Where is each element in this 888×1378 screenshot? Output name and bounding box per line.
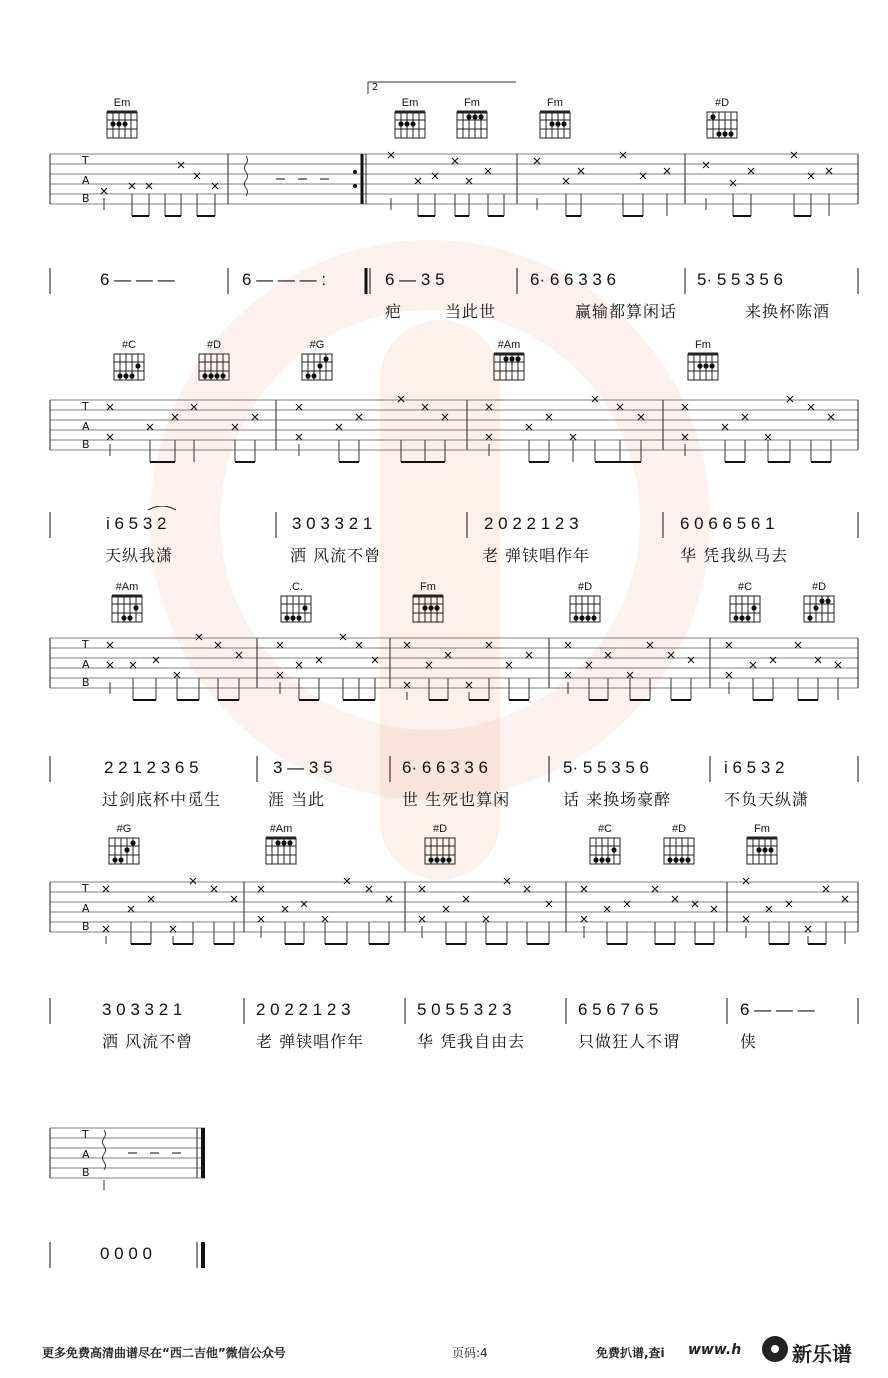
measure-notes: i 6 5 3 2 [106, 514, 167, 533]
lyric: 老 弹铗唱作年 [256, 1032, 365, 1051]
measure-notes: i 6 5 3 2 [724, 758, 785, 777]
lyric: 华 凭我纵马去 [680, 546, 789, 565]
chord-diagram [108, 580, 146, 624]
measure-notes: 2 0 2 2 1 2 3 [256, 1000, 351, 1019]
chord-diagram [105, 822, 143, 866]
barlines [0, 506, 888, 546]
lyrics-row [0, 787, 888, 811]
svg-text:B: B [82, 920, 90, 933]
measure-notes: 6 — 3 5 [385, 270, 445, 289]
footer-service: 免费扒谱,查i [596, 1346, 665, 1360]
lyric: 不负天纵潇 [724, 790, 810, 809]
lyric: 赢输都算闲话 [575, 302, 678, 321]
svg-text:A: A [82, 1148, 90, 1161]
page-number: 页码:4 [452, 1346, 488, 1360]
lyric: 当此世 [445, 302, 497, 321]
measure-notes: 5· 5 5 3 5 6 [697, 270, 784, 289]
barlines [0, 992, 888, 1032]
chord-diagram [103, 96, 141, 140]
measure-notes: 6 0 6 6 5 6 1 [680, 514, 775, 533]
chord-diagram [684, 338, 722, 382]
barlines [0, 1236, 888, 1276]
lyric: 只做狂人不谓 [578, 1032, 681, 1051]
chord-name: #Am [497, 339, 521, 351]
lyrics-row [0, 543, 888, 567]
svg-text:A: A [82, 658, 90, 671]
chord-diagram [586, 822, 624, 866]
chord-name: #D [811, 581, 827, 593]
lyric: 华 凭我自由去 [417, 1032, 526, 1051]
chord-diagram [195, 338, 233, 382]
measure-notes: 2 2 1 2 3 6 5 [104, 758, 199, 777]
chord-name: Fm [420, 581, 436, 593]
barlines [0, 750, 888, 790]
tab-staff [0, 878, 888, 948]
record-logo-icon [762, 1336, 788, 1362]
footer-url[interactable]: www.h [688, 1342, 742, 1358]
tab-staff [0, 396, 888, 466]
chord-name: #D [432, 823, 448, 835]
lyric: 涯 当此 [268, 790, 326, 809]
lyric: 老 弹铗唱作年 [482, 546, 591, 565]
volta-label: 2 [372, 82, 379, 93]
svg-text:A: A [82, 420, 90, 433]
svg-text:B: B [82, 192, 90, 205]
measure-notes: 3 0 3 3 2 1 [292, 514, 373, 533]
lyric: 过剑底杯中觅生 [102, 790, 222, 809]
chord-name: #C [597, 823, 613, 835]
chord-diagram [262, 822, 300, 866]
svg-text:B: B [82, 676, 90, 689]
lyrics-row [0, 299, 888, 323]
svg-text:T: T [82, 400, 89, 413]
svg-text:T: T [82, 1128, 89, 1141]
lyrics-row [0, 1029, 888, 1053]
chord-diagram [110, 338, 148, 382]
footer-promo: 更多免费高清曲谱尽在“西二吉他”微信公众号 [42, 1346, 286, 1360]
chord-diagram [391, 96, 429, 140]
chord-name: Fm [464, 97, 480, 109]
measure-notes: 3 — 3 5 [273, 758, 333, 777]
measure-notes: 5· 5 5 3 5 6 [563, 758, 650, 777]
chord-diagram [743, 822, 781, 866]
chord-name: Em [401, 97, 419, 109]
chord-name: #D [577, 581, 593, 593]
chord-diagram [409, 580, 447, 624]
chord-diagram [490, 338, 528, 382]
chord-diagram [536, 96, 574, 140]
lyric: 侠 [740, 1032, 758, 1051]
chord-name: #D [671, 823, 687, 835]
lyric: 世 生死也算闲 [402, 790, 511, 809]
chord-diagram [800, 580, 838, 624]
lyric: 疤 [385, 302, 403, 321]
svg-text:T: T [82, 638, 89, 651]
measure-notes: 0 0 0 0 [100, 1244, 152, 1263]
chord-name: #Am [269, 823, 293, 835]
measure-notes: 2 0 2 2 1 2 3 [484, 514, 579, 533]
lyric: 洒 风流不曾 [102, 1032, 194, 1051]
chord-diagram [566, 580, 604, 624]
measure-notes: 6· 6 6 3 3 6 [402, 758, 489, 777]
chord-name: #G [116, 823, 132, 835]
measure-notes: 5 0 5 5 3 2 3 [417, 1000, 512, 1019]
svg-text:A: A [82, 174, 90, 187]
chord-name: Fm [547, 97, 563, 109]
measure-notes: 6 — — — : [242, 270, 327, 289]
barlines [0, 262, 888, 302]
tab-staff [0, 634, 888, 704]
measure-notes: 3 0 3 3 2 1 [102, 1000, 183, 1019]
measure-notes: 6 — — — [100, 270, 175, 289]
svg-text:T: T [82, 882, 89, 895]
chord-name: Fm [754, 823, 770, 835]
svg-text:B: B [82, 1166, 90, 1179]
chord-diagram [421, 822, 459, 866]
tab-staff [0, 150, 888, 220]
chord-name: #G [309, 339, 325, 351]
chord-diagram [453, 96, 491, 140]
chord-name: Fm [695, 339, 711, 351]
lyric: 天纵我潇 [105, 546, 174, 565]
tab-staff [0, 1124, 888, 1194]
chord-name: #D [714, 97, 730, 109]
lyric: 话 来换场豪醉 [563, 790, 672, 809]
lyric: 洒 风流不曾 [290, 546, 382, 565]
chord-diagram [277, 580, 315, 624]
chord-name: #C [121, 339, 137, 351]
measure-notes: 6 — — — [740, 1000, 815, 1019]
volta-bracket [366, 80, 521, 96]
chord-name: Em [113, 97, 131, 109]
chord-diagram [298, 338, 336, 382]
chord-name: .C. [288, 581, 304, 593]
svg-text:B: B [82, 438, 90, 451]
chord-diagram [726, 580, 764, 624]
svg-text:A: A [82, 902, 90, 915]
svg-text:T: T [82, 154, 89, 167]
chord-name: #C [737, 581, 753, 593]
chord-diagram [703, 96, 741, 140]
measure-notes: 6· 6 6 3 3 6 [530, 270, 617, 289]
measure-notes: 6 5 6 7 6 5 [578, 1000, 659, 1019]
brand-name: 新乐谱 [792, 1342, 852, 1366]
chord-name: #Am [115, 581, 139, 593]
lyric: 来换杯陈酒 [745, 302, 831, 321]
chord-diagram [660, 822, 698, 866]
chord-name: #D [206, 339, 222, 351]
